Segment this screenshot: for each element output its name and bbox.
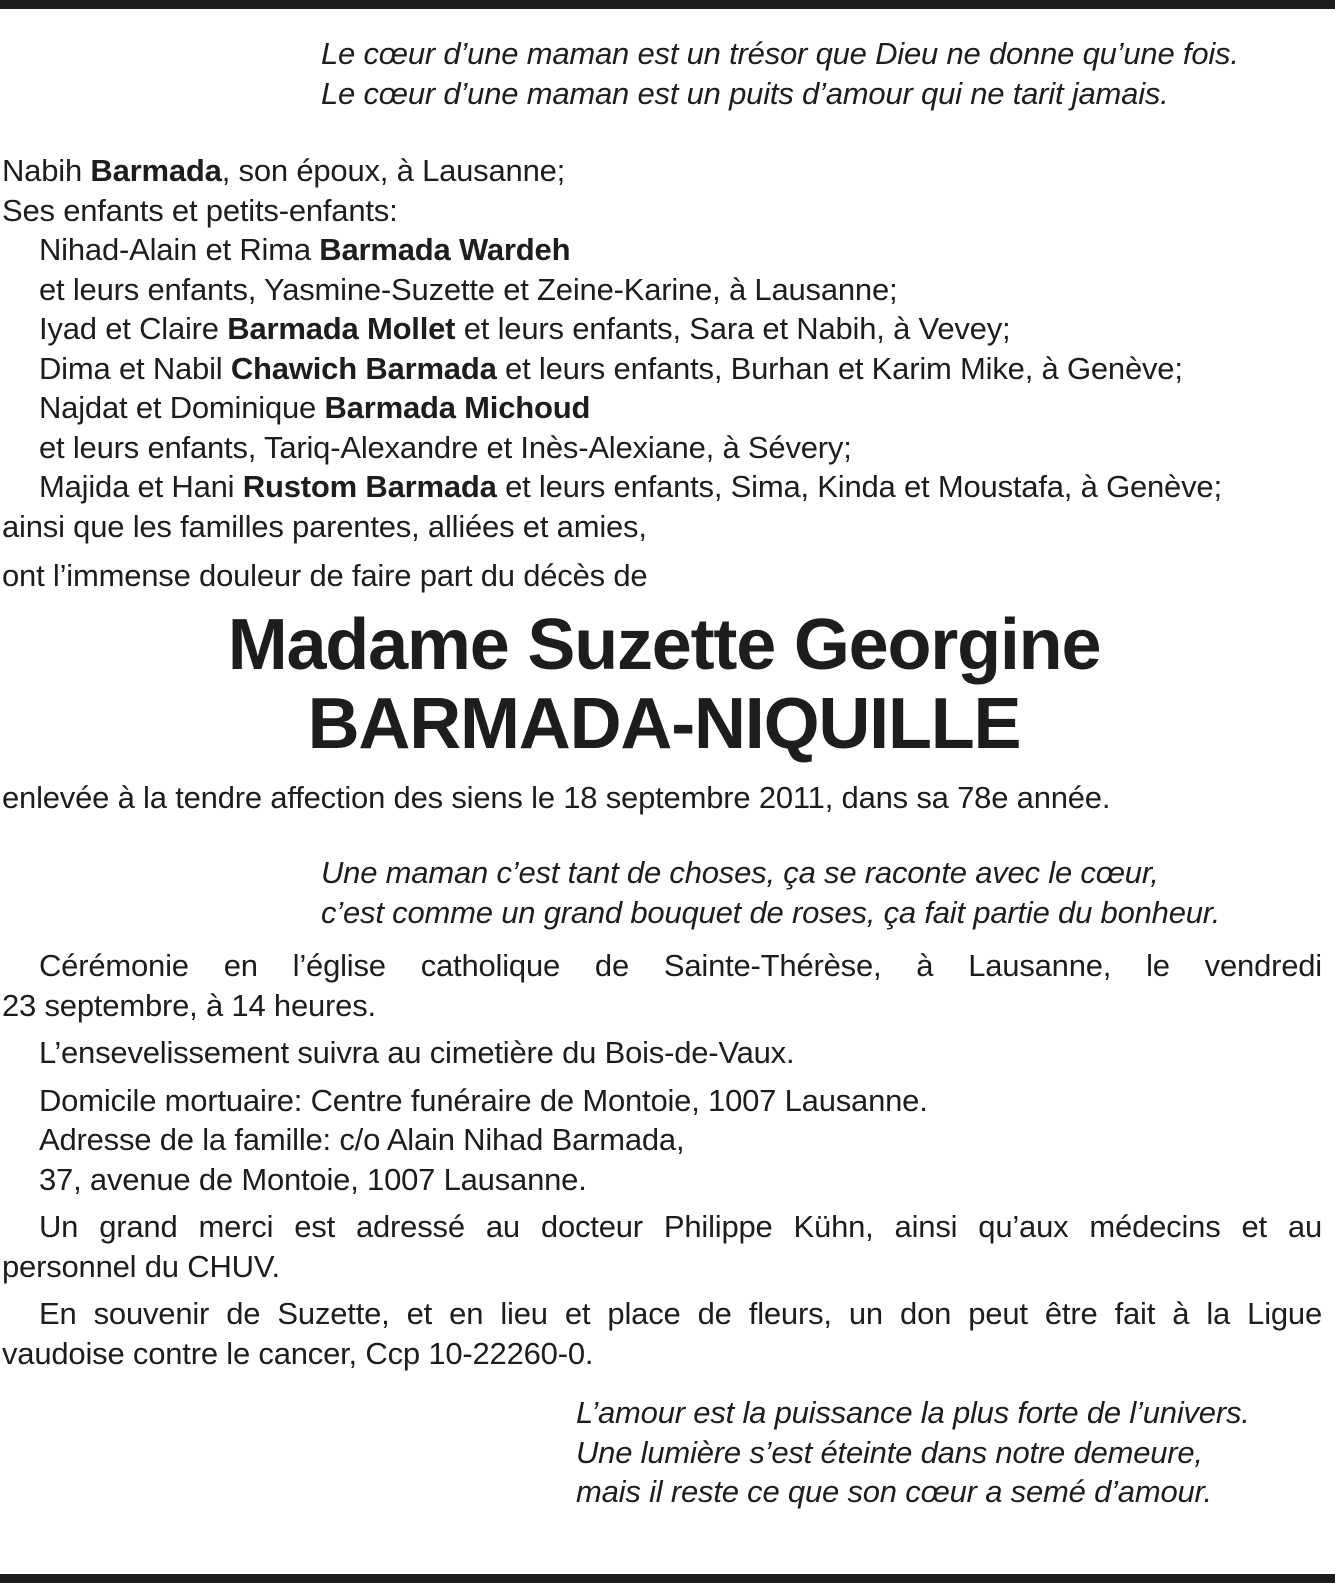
burial-line: L’ensevelissement suivra au cimetière du Bois-de-Vaux. [39, 1035, 795, 1070]
first-names: Iyad et Claire [39, 311, 228, 346]
first-names: Dima et Nabil [39, 350, 231, 386]
details: , son époux, à Lausanne; [221, 153, 566, 188]
ceremony-line-2: 23 septembre, à 14 heures. [2, 987, 376, 1023]
surname: Barmada Mollet [227, 311, 456, 346]
address-line: Adresse de la famille: c/o Alain Nihad Barmada, [39, 1122, 685, 1157]
family-spouse [2, 151, 1322, 191]
donation-line-1: En souvenir de Suzette, et en lieu et place de fleurs, un don peut être fait à la Ligue [39, 1296, 1322, 1331]
details: et leurs enfants, Burhan et Karim Mike, à Genève; [496, 350, 1183, 386]
epigraph-top [321, 34, 1322, 113]
donation-paragraph [2, 1294, 1322, 1373]
burial-paragraph [2, 1033, 1322, 1073]
epigraph-line: Le cœur d’une maman est un puits d’amour qui ne tarit jamais. [321, 75, 1169, 111]
first-names: Nabih [2, 153, 91, 188]
epigraph-bottom [576, 1393, 1322, 1512]
obituary-notice [2, 34, 1322, 1512]
address-line: 37, avenue de Montoie, 1007 Lausanne. [39, 1161, 587, 1197]
children-intro: Ses enfants et petits-enfants: [2, 192, 398, 228]
family-child-3 [2, 349, 1322, 389]
family-list [2, 151, 1322, 546]
deceased-name-line-1: Madame Suzette Georgine [227, 604, 1101, 685]
epigraph-line: c’est comme un grand bouquet de roses, ça fait partie du bonheur. [321, 894, 1221, 930]
family-child-4-details: et leurs enfants, Tariq-Alexandre et Inès-Alexiane, à Sévery; [39, 429, 852, 465]
extended-family: ainsi que les familles parentes, alliées et amies, [2, 508, 647, 544]
top-rule [0, 0, 1335, 9]
family-child-4 [2, 388, 1322, 428]
epigraph-line: Le cœur d’une maman est un trésor que Dieu ne donne qu’une fois. [321, 36, 1239, 71]
ceremony-paragraph [2, 946, 1322, 1025]
family-child-1-details: et leurs enfants, Yasmine-Suzette et Zeine-Karine, à Lausanne; [39, 271, 898, 307]
family-child-2 [2, 309, 1322, 349]
ceremony-line-1: Cérémonie en l’église catholique de Sainte-Thérèse, à Lausanne, le vendredi [39, 948, 1322, 983]
surname: Barmada Wardeh [319, 232, 571, 267]
epigraph-line: Une maman c’est tant de choses, ça se raconte avec le cœur, [321, 855, 1159, 890]
thanks-line-2: personnel du CHUV. [2, 1248, 280, 1284]
address-line: Domicile mortuaire: Centre funéraire de Montoie, 1007 Lausanne. [39, 1082, 928, 1118]
family-child-5 [2, 467, 1322, 507]
details: et leurs enfants, Sima, Kinda et Moustafa, à Genève; [496, 469, 1222, 504]
first-names: Najdat et Dominique [39, 390, 325, 425]
epigraph-line: L’amour est la puissance la plus forte de l’univers. [576, 1395, 1250, 1430]
bottom-rule [0, 1574, 1335, 1583]
surname: Barmada [90, 153, 222, 188]
first-names: Majida et Hani [39, 469, 243, 504]
surname: Chawich Barmada [230, 350, 497, 386]
epigraph-line: Une lumière s’est éteinte dans notre demeure, [576, 1434, 1203, 1470]
surname: Barmada Michoud [324, 390, 591, 425]
thanks-paragraph [2, 1207, 1322, 1286]
deceased-name [2, 606, 1322, 764]
address-paragraph [2, 1081, 1322, 1200]
details: et leurs enfants, Sara et Nabih, à Vevey; [455, 311, 1011, 346]
surname: Rustom Barmada [242, 469, 497, 504]
thanks-line-1: Un grand merci est adressé au docteur Philippe Kühn, ainsi qu’aux médecins et au [39, 1209, 1322, 1244]
announcement: ont l’immense douleur de faire part du décès de [2, 558, 648, 593]
death-notice: enlevée à la tendre affection des siens le 18 septembre 2011, dans sa 78e année. [2, 779, 1111, 815]
first-names: Nihad-Alain et Rima [39, 232, 320, 267]
family-child-1 [2, 230, 1322, 270]
deceased-name-line-2: BARMADA-NIQUILLE [307, 683, 1021, 764]
epigraph-line: mais il reste ce que son cœur a semé d’amour. [576, 1474, 1212, 1509]
donation-line-2: vaudoise contre le cancer, Ccp 10-22260-0. [2, 1335, 594, 1371]
epigraph-middle [321, 853, 1322, 932]
